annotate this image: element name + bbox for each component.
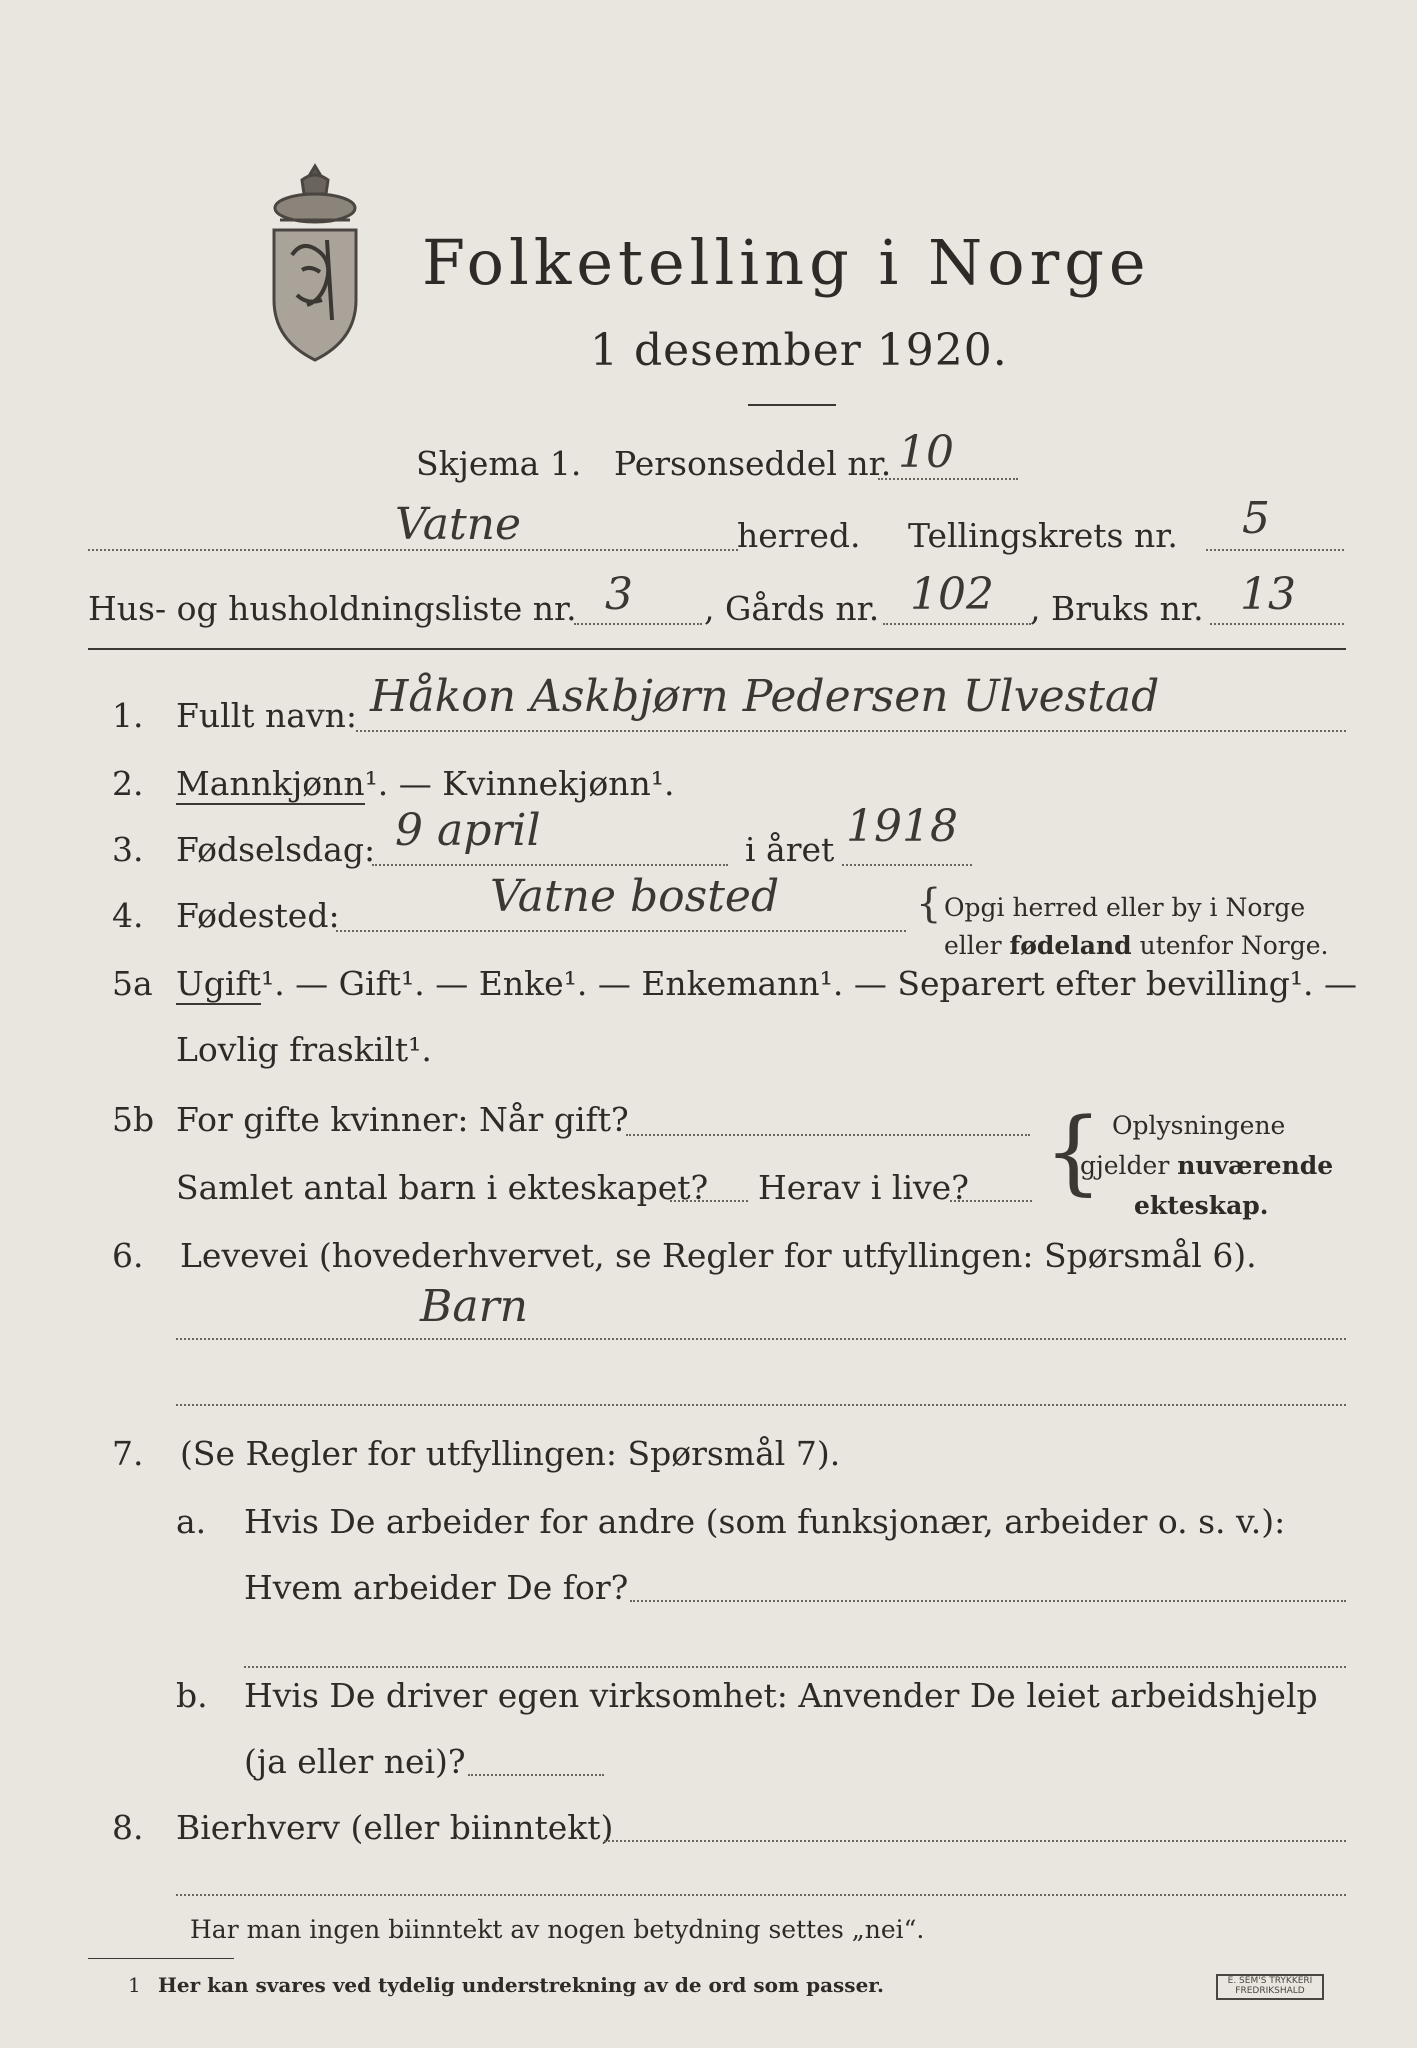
- q5b-label3: Herav i live?: [758, 1168, 969, 1207]
- q5b-label1: For gifte kvinner: Når gift?: [176, 1100, 629, 1139]
- q8-line1: [604, 1840, 1346, 1842]
- q5a-other-options[interactable]: ¹. — Gift¹. — Enke¹. — Enkemann¹. — Separert efter bevilling¹. —: [260, 964, 1358, 1003]
- q6-number: 6.: [112, 1236, 144, 1275]
- gards-line: [883, 623, 1031, 625]
- q7a-number: a.: [176, 1502, 207, 1541]
- q5a-line2[interactable]: Lovlig fraskilt¹.: [176, 1030, 432, 1069]
- herred-value[interactable]: Vatne: [395, 499, 522, 550]
- q1-label: Fullt navn:: [176, 696, 357, 735]
- q5b-number: 5b: [112, 1100, 155, 1139]
- q3-day-line: [372, 864, 728, 866]
- tellingskrets-label: Tellingskrets nr.: [908, 516, 1178, 555]
- personseddel-line: [878, 478, 1018, 480]
- q2-number: 2.: [112, 764, 144, 803]
- q5b-brace: {: [1044, 1098, 1103, 1205]
- q5b-married-line: [626, 1134, 1030, 1136]
- skjema-label: Skjema 1.: [416, 444, 582, 483]
- birthplace-value[interactable]: Vatne bosted: [490, 871, 780, 922]
- q7-number: 7.: [112, 1434, 144, 1473]
- personseddel-label: Personseddel nr.: [614, 444, 892, 483]
- census-date: 1 desember 1920.: [590, 325, 1008, 376]
- option-mannkjonn[interactable]: Mannkjønn: [176, 764, 365, 803]
- q4-brace: {: [916, 881, 942, 927]
- bruks-value[interactable]: 13: [1240, 569, 1296, 620]
- footnote-text: Her kan svares ved tydelig understrekning av de ord som passer.: [158, 1973, 884, 1997]
- q5b-note2: gjelder nuværende: [1080, 1151, 1334, 1180]
- footnote-number: 1: [128, 1973, 141, 1997]
- husliste-label: Hus- og husholdningsliste nr.: [88, 589, 577, 628]
- option-kvinnekjonn[interactable]: Kvinnekjønn¹.: [442, 764, 675, 803]
- q8-label: Bierhverv (eller biinntekt): [176, 1808, 614, 1847]
- q4-note-line1: Opgi herred eller by i Norge: [944, 893, 1306, 922]
- gards-label: , Gårds nr.: [704, 589, 880, 628]
- q5a-options: [176, 964, 1357, 1004]
- q1-number: 1.: [112, 696, 144, 735]
- printer-stamp: E. SEM'S TRYKKERI FREDRIKSHALD: [1216, 1974, 1324, 2000]
- option-ugift[interactable]: Ugift: [176, 964, 261, 1003]
- q7a-line2: [244, 1666, 1346, 1668]
- husliste-value[interactable]: 3: [605, 569, 633, 620]
- q4-number: 4.: [112, 896, 144, 935]
- footnote-divider: [88, 1958, 234, 1959]
- q8-number: 8.: [112, 1808, 144, 1847]
- q3-label: Fødselsdag:: [176, 830, 376, 869]
- header-divider: [88, 648, 1346, 650]
- tellingskrets-line: [1206, 549, 1344, 551]
- q5a-number: 5a: [112, 964, 153, 1003]
- herred-label: herred.: [737, 516, 861, 555]
- q4-note-line2: eller fødeland utenfor Norge.: [944, 931, 1329, 960]
- q5b-note1: Oplysningene: [1112, 1111, 1286, 1140]
- husliste-line: [574, 623, 702, 625]
- q3-year-line: [842, 864, 972, 866]
- q7b-question: (ja eller nei)?: [244, 1742, 466, 1781]
- form-title: Folketelling i Norge: [422, 226, 1151, 299]
- birthday-value[interactable]: 9 april: [395, 805, 541, 856]
- q7a-question: Hvem arbeider De for?: [244, 1568, 629, 1607]
- q5b-alive-line: [950, 1200, 1032, 1202]
- q3-year-label: i året: [745, 830, 835, 869]
- q4-line: [336, 930, 906, 932]
- gards-value[interactable]: 102: [910, 569, 994, 620]
- q7-label: (Se Regler for utfyllingen: Spørsmål 7).: [180, 1434, 841, 1473]
- q7a-text: Hvis De arbeider for andre (som funksjonær, arbeider o. s. v.):: [244, 1502, 1286, 1541]
- q6-label: Levevei (hovederhvervet, se Regler for utfyllingen: Spørsmål 6).: [180, 1236, 1257, 1275]
- q7b-line: [468, 1774, 604, 1776]
- q8-line2: [176, 1894, 1346, 1896]
- q7a-line1: [630, 1600, 1346, 1602]
- coat-of-arms-icon: [262, 160, 368, 365]
- q2-separator: ¹. —: [364, 764, 443, 803]
- q6-line2: [176, 1404, 1346, 1406]
- full-name-value[interactable]: Håkon Askbjørn Pedersen Ulvestad: [370, 671, 1160, 722]
- bruks-line: [1210, 623, 1344, 625]
- personseddel-value[interactable]: 10: [898, 427, 954, 478]
- title-divider: [748, 404, 836, 406]
- q5b-label2: Samlet antal barn i ekteskapet?: [176, 1168, 709, 1207]
- birth-year-value[interactable]: 1918: [846, 801, 958, 852]
- tellingskrets-value[interactable]: 5: [1242, 493, 1270, 544]
- occupation-value[interactable]: Barn: [420, 1281, 528, 1332]
- q5b-children-line-b: [670, 1200, 748, 1202]
- q7b-text: Hvis De driver egen virksomhet: Anvender De leiet arbeidshjelp: [244, 1676, 1318, 1715]
- q4-label: Fødested:: [176, 896, 340, 935]
- footer-note: Har man ingen biinntekt av nogen betydning settes „nei“.: [190, 1915, 925, 1944]
- q6-line1: [176, 1338, 1346, 1340]
- q3-number: 3.: [112, 830, 144, 869]
- q5b-note3: ekteskap.: [1134, 1191, 1269, 1220]
- q7b-number: b.: [176, 1676, 208, 1715]
- q1-line: [356, 730, 1346, 732]
- bruks-label: , Bruks nr.: [1030, 589, 1204, 628]
- q2-options: [176, 764, 675, 804]
